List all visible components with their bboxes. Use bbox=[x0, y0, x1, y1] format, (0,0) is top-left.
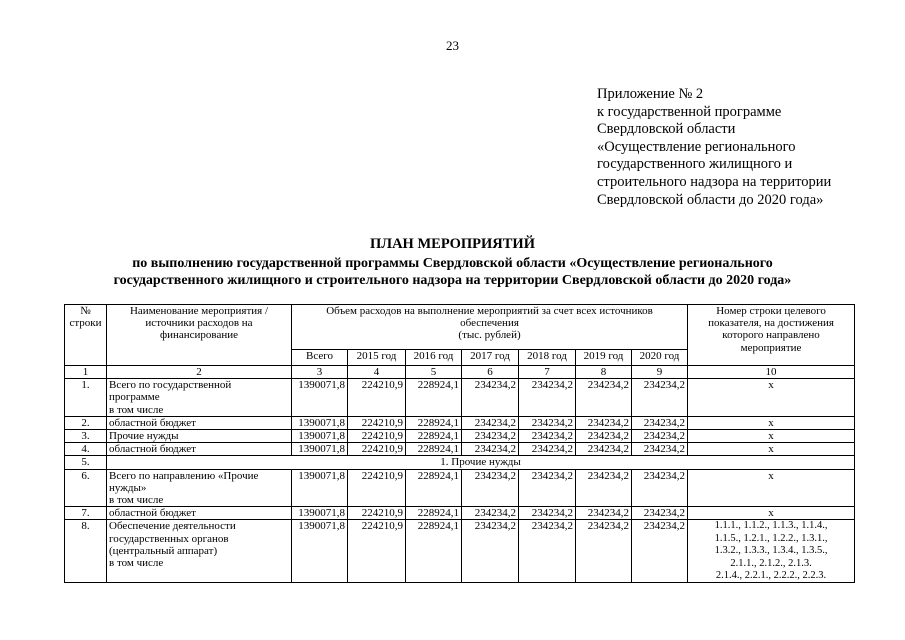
cell-text: 224210,9 bbox=[361, 416, 403, 429]
row-year-value bbox=[348, 443, 406, 456]
row-year-value bbox=[576, 520, 632, 583]
table-row bbox=[65, 507, 855, 520]
cell-text: 234234,2 bbox=[474, 416, 516, 429]
cell-text: показателя, на достижения bbox=[708, 317, 834, 330]
row-year-value bbox=[348, 416, 406, 429]
appendix-block bbox=[597, 86, 831, 209]
cell-text: 234234,2 bbox=[643, 416, 686, 429]
cell-text: 2017 год bbox=[470, 350, 510, 363]
row-total bbox=[292, 379, 348, 417]
row-number bbox=[65, 416, 107, 429]
cell-text: х bbox=[768, 430, 774, 443]
row-year-value bbox=[632, 469, 688, 507]
cell-text: 234234,2 bbox=[474, 379, 516, 392]
cell-text: 8. bbox=[81, 520, 90, 533]
row-year-value bbox=[462, 430, 519, 443]
cell-text: 234234,2 bbox=[643, 507, 686, 520]
document-subtitle bbox=[40, 255, 865, 289]
cell-text: 234234,2 bbox=[643, 443, 686, 456]
cell-text: 228924,1 bbox=[417, 379, 459, 392]
row-number bbox=[65, 456, 107, 469]
cell-text: Номер строки целевого bbox=[716, 305, 826, 317]
page-number: 23 bbox=[446, 38, 459, 53]
row-number bbox=[65, 469, 107, 507]
cell-text: 2.1.1., 2.1.2., 2.1.3. bbox=[730, 557, 812, 569]
row-number bbox=[65, 379, 107, 417]
header-year bbox=[406, 350, 462, 366]
row-year-value bbox=[462, 507, 519, 520]
header-row bbox=[65, 305, 855, 350]
table-row bbox=[65, 430, 855, 443]
column-numbers-row bbox=[65, 366, 855, 379]
table-row bbox=[65, 379, 855, 417]
header-year bbox=[576, 350, 632, 366]
row-target bbox=[688, 507, 855, 520]
cell-text: 1390071,8 bbox=[298, 443, 345, 456]
cell-text: 234234,2 bbox=[643, 520, 686, 533]
row-target bbox=[688, 416, 855, 429]
row-year-value bbox=[462, 416, 519, 429]
cell-text: Всего bbox=[306, 350, 333, 363]
column-number bbox=[576, 366, 632, 379]
cell-text: 234234,2 bbox=[474, 430, 516, 443]
document-title: ПЛАН МЕРОПРИЯТИЙ bbox=[370, 236, 535, 252]
column-number bbox=[688, 366, 855, 379]
row-year-value bbox=[348, 520, 406, 583]
cell-text: 2015 год bbox=[356, 350, 397, 363]
cell-text: 234234,2 bbox=[587, 430, 629, 443]
row-year-value bbox=[519, 379, 576, 417]
header-year bbox=[348, 350, 406, 366]
row-year-value bbox=[576, 507, 632, 520]
row-year-value bbox=[406, 507, 462, 520]
appendix-line: Свердловской области до 2020 года» bbox=[597, 191, 824, 208]
cell-text: 224210,9 bbox=[361, 379, 403, 392]
cell-text: 5. bbox=[81, 456, 90, 469]
column-number bbox=[65, 366, 107, 379]
cell-text: 234234,2 bbox=[643, 469, 686, 482]
row-total bbox=[292, 469, 348, 507]
appendix-line: «Осуществление регионального bbox=[597, 138, 796, 155]
cell-text: 224210,9 bbox=[361, 507, 403, 520]
cell-text: 1. bbox=[81, 379, 90, 392]
cell-text: 1390071,8 bbox=[298, 520, 345, 533]
cell-text: 228924,1 bbox=[417, 430, 459, 443]
cell-text: которого направлено bbox=[722, 329, 820, 342]
cell-text: 7. bbox=[81, 507, 90, 520]
row-year-value bbox=[406, 520, 462, 583]
row-target bbox=[688, 520, 855, 583]
cell-text: 228924,1 bbox=[417, 507, 459, 520]
cell-text: 234234,2 bbox=[643, 430, 686, 443]
cell-text: 9 bbox=[656, 366, 663, 378]
cell-text: в том числе bbox=[109, 403, 164, 416]
cell-text: нужды» bbox=[109, 481, 147, 494]
header-target bbox=[688, 305, 855, 366]
cell-text: Всего по государственной bbox=[109, 379, 232, 392]
cell-text: 4 bbox=[373, 366, 380, 378]
cell-text: областной бюджет bbox=[109, 443, 196, 456]
row-year-value bbox=[462, 443, 519, 456]
cell-text: 2018 год bbox=[527, 350, 567, 363]
table-body bbox=[65, 305, 855, 583]
cell-text: 2. bbox=[81, 416, 90, 429]
cell-text: 234234,2 bbox=[474, 443, 516, 456]
row-name bbox=[107, 416, 292, 429]
header-year bbox=[632, 350, 688, 366]
cell-text: областной бюджет bbox=[109, 507, 196, 520]
cell-text: 234234,2 bbox=[643, 379, 686, 392]
row-year-value bbox=[632, 430, 688, 443]
row-year-value bbox=[406, 430, 462, 443]
row-name bbox=[107, 507, 292, 520]
row-year-value bbox=[519, 507, 576, 520]
row-target bbox=[688, 430, 855, 443]
row-year-value bbox=[462, 520, 519, 583]
row-year-value bbox=[462, 469, 519, 507]
row-number bbox=[65, 520, 107, 583]
cell-text: 224210,9 bbox=[361, 469, 403, 482]
cell-text: 228924,1 bbox=[417, 520, 459, 533]
row-name bbox=[107, 430, 292, 443]
row-name bbox=[107, 469, 292, 507]
cell-text: 234234,2 bbox=[474, 520, 516, 533]
cell-text: 234234,2 bbox=[587, 507, 629, 520]
cell-text: 1. Прочие нужды bbox=[440, 456, 521, 469]
cell-text: Всего по направлению «Прочие bbox=[109, 469, 259, 482]
row-year-value bbox=[632, 507, 688, 520]
column-number bbox=[406, 366, 462, 379]
cell-text: 4. bbox=[81, 443, 90, 456]
column-number bbox=[632, 366, 688, 379]
row-year-value bbox=[406, 443, 462, 456]
row-year-value bbox=[519, 443, 576, 456]
cell-text: 234234,2 bbox=[587, 443, 629, 456]
cell-text: 234234,2 bbox=[587, 469, 629, 482]
cell-text: (центральный аппарат) bbox=[109, 544, 218, 557]
cell-text: 1390071,8 bbox=[298, 430, 345, 443]
cell-text: 224210,9 bbox=[361, 430, 403, 443]
row-name bbox=[107, 520, 292, 583]
section-row bbox=[65, 456, 855, 469]
cell-text: 234234,2 bbox=[531, 430, 573, 443]
row-target bbox=[688, 469, 855, 507]
appendix-line: строительного надзора на территории bbox=[597, 173, 832, 190]
cell-text: № bbox=[80, 305, 91, 317]
cell-text: 1 bbox=[82, 366, 89, 378]
cell-text: 228924,1 bbox=[417, 443, 459, 456]
appendix-line: государственного жилищного и bbox=[597, 156, 793, 173]
cell-text: строки bbox=[69, 317, 102, 330]
row-year-value bbox=[462, 379, 519, 417]
cell-text: 8 bbox=[600, 366, 607, 378]
cell-text: 2020 год bbox=[639, 350, 680, 363]
cell-text: 234234,2 bbox=[474, 469, 516, 482]
row-year-value bbox=[576, 443, 632, 456]
cell-text: 6 bbox=[487, 366, 493, 378]
row-year-value bbox=[632, 520, 688, 583]
cell-text: 3 bbox=[316, 366, 323, 378]
cell-text: 6. bbox=[81, 469, 90, 482]
row-year-value bbox=[576, 469, 632, 507]
cell-text: 1390071,8 bbox=[298, 469, 345, 482]
cell-text: 5 bbox=[430, 366, 437, 378]
row-year-value bbox=[632, 443, 688, 456]
header-volume bbox=[292, 305, 688, 350]
table-row bbox=[65, 443, 855, 456]
cell-text: Наименование мероприятия / bbox=[129, 305, 268, 317]
row-number bbox=[65, 430, 107, 443]
row-number bbox=[65, 507, 107, 520]
cell-text: источники расходов на bbox=[145, 317, 253, 330]
column-number bbox=[107, 366, 292, 379]
cell-text: 234234,2 bbox=[587, 520, 629, 533]
section-title bbox=[107, 456, 855, 469]
cell-text: Прочие нужды bbox=[109, 430, 179, 443]
cell-text: программе bbox=[109, 391, 160, 404]
header-year bbox=[292, 350, 348, 366]
row-target bbox=[688, 443, 855, 456]
cell-text: обеспечения bbox=[460, 317, 519, 330]
cell-text: Объем расходов на выполнение мероприятий за счет всех источников bbox=[326, 305, 653, 317]
row-target bbox=[688, 379, 855, 417]
cell-text: 1390071,8 bbox=[298, 379, 345, 392]
header-year bbox=[519, 350, 576, 366]
header-year bbox=[462, 350, 519, 366]
row-year-value bbox=[348, 379, 406, 417]
row-year-value bbox=[519, 469, 576, 507]
cell-text: 234234,2 bbox=[531, 416, 573, 429]
row-year-value bbox=[519, 520, 576, 583]
cell-text: х bbox=[768, 443, 774, 456]
cell-text: х bbox=[768, 507, 774, 520]
table-row bbox=[65, 416, 855, 429]
cell-text: государственных органов bbox=[109, 532, 229, 545]
cell-text: 234234,2 bbox=[587, 416, 629, 429]
cell-text: 224210,9 bbox=[361, 520, 403, 533]
cell-text: 7 bbox=[544, 366, 550, 378]
cell-text: 10 bbox=[765, 366, 777, 378]
cell-text: 234234,2 bbox=[531, 379, 573, 392]
row-name bbox=[107, 379, 292, 417]
column-number bbox=[348, 366, 406, 379]
cell-text: х bbox=[768, 469, 774, 482]
cell-text: 2 bbox=[196, 366, 202, 378]
cell-text: 1.1.5., 1.2.1., 1.2.2., 1.3.1., bbox=[714, 532, 828, 544]
row-year-value bbox=[576, 416, 632, 429]
cell-text: финансирование bbox=[159, 329, 239, 342]
header-row-number bbox=[65, 305, 107, 366]
table-row bbox=[65, 469, 855, 507]
cell-text: 224210,9 bbox=[361, 443, 403, 456]
row-year-value bbox=[576, 430, 632, 443]
row-number bbox=[65, 443, 107, 456]
row-total bbox=[292, 443, 348, 456]
cell-text: 234234,2 bbox=[587, 379, 629, 392]
cell-text: 2016 год bbox=[413, 350, 454, 363]
cell-text: 1390071,8 bbox=[298, 416, 345, 429]
cell-text: 1390071,8 bbox=[298, 507, 345, 520]
subtitle-line: по выполнению государственной программы Свердловской области «Осуществление регионального bbox=[132, 256, 773, 271]
cell-text: в том числе bbox=[109, 557, 164, 570]
row-year-value bbox=[519, 430, 576, 443]
cell-text: 234234,2 bbox=[531, 443, 573, 456]
header-name bbox=[107, 305, 292, 366]
cell-text: 2.1.4., 2.2.1., 2.2.2., 2.2.3. bbox=[715, 570, 827, 582]
row-year-value bbox=[406, 416, 462, 429]
row-name bbox=[107, 443, 292, 456]
cell-text: х bbox=[768, 416, 774, 429]
row-year-value bbox=[348, 469, 406, 507]
column-number bbox=[292, 366, 348, 379]
row-year-value bbox=[632, 416, 688, 429]
table-row bbox=[65, 520, 855, 583]
cell-text: 3. bbox=[81, 430, 90, 443]
cell-text: 234234,2 bbox=[474, 507, 516, 520]
row-year-value bbox=[632, 379, 688, 417]
cell-text: в том числе bbox=[109, 494, 164, 507]
cell-text: 234234,2 bbox=[531, 507, 573, 520]
cell-text: х bbox=[768, 379, 774, 392]
cell-text: 234234,2 bbox=[531, 520, 573, 533]
row-year-value bbox=[348, 430, 406, 443]
cell-text: 1.1.1., 1.1.2., 1.1.3., 1.1.4., bbox=[714, 520, 828, 532]
row-total bbox=[292, 507, 348, 520]
appendix-line: Приложение № 2 bbox=[597, 86, 704, 102]
cell-text: Обеспечение деятельности bbox=[109, 520, 236, 533]
row-total bbox=[292, 430, 348, 443]
appendix-line: Свердловской области bbox=[597, 121, 736, 138]
row-year-value bbox=[348, 507, 406, 520]
cell-text: 2019 год bbox=[583, 350, 624, 363]
cell-text: областной бюджет bbox=[109, 416, 196, 429]
row-year-value bbox=[406, 379, 462, 417]
cell-text: мероприятие bbox=[740, 341, 802, 354]
cell-text: 1.3.2., 1.3.3., 1.3.4., 1.3.5., bbox=[714, 545, 828, 557]
row-year-value bbox=[576, 379, 632, 417]
cell-text: 228924,1 bbox=[417, 469, 459, 482]
cell-text: 234234,2 bbox=[531, 469, 573, 482]
column-number bbox=[519, 366, 576, 379]
row-year-value bbox=[406, 469, 462, 507]
row-total bbox=[292, 520, 348, 583]
cell-text: (тыс. рублей) bbox=[458, 329, 521, 342]
row-total bbox=[292, 416, 348, 429]
appendix-line: к государственной программе bbox=[597, 103, 782, 120]
row-year-value bbox=[519, 416, 576, 429]
cell-text: 228924,1 bbox=[417, 416, 459, 429]
subtitle-line: государственного жилищного и строительного надзора на территории Свердловской области до 2020 года» bbox=[113, 273, 792, 288]
column-number bbox=[462, 366, 519, 379]
plan-table bbox=[64, 304, 855, 583]
